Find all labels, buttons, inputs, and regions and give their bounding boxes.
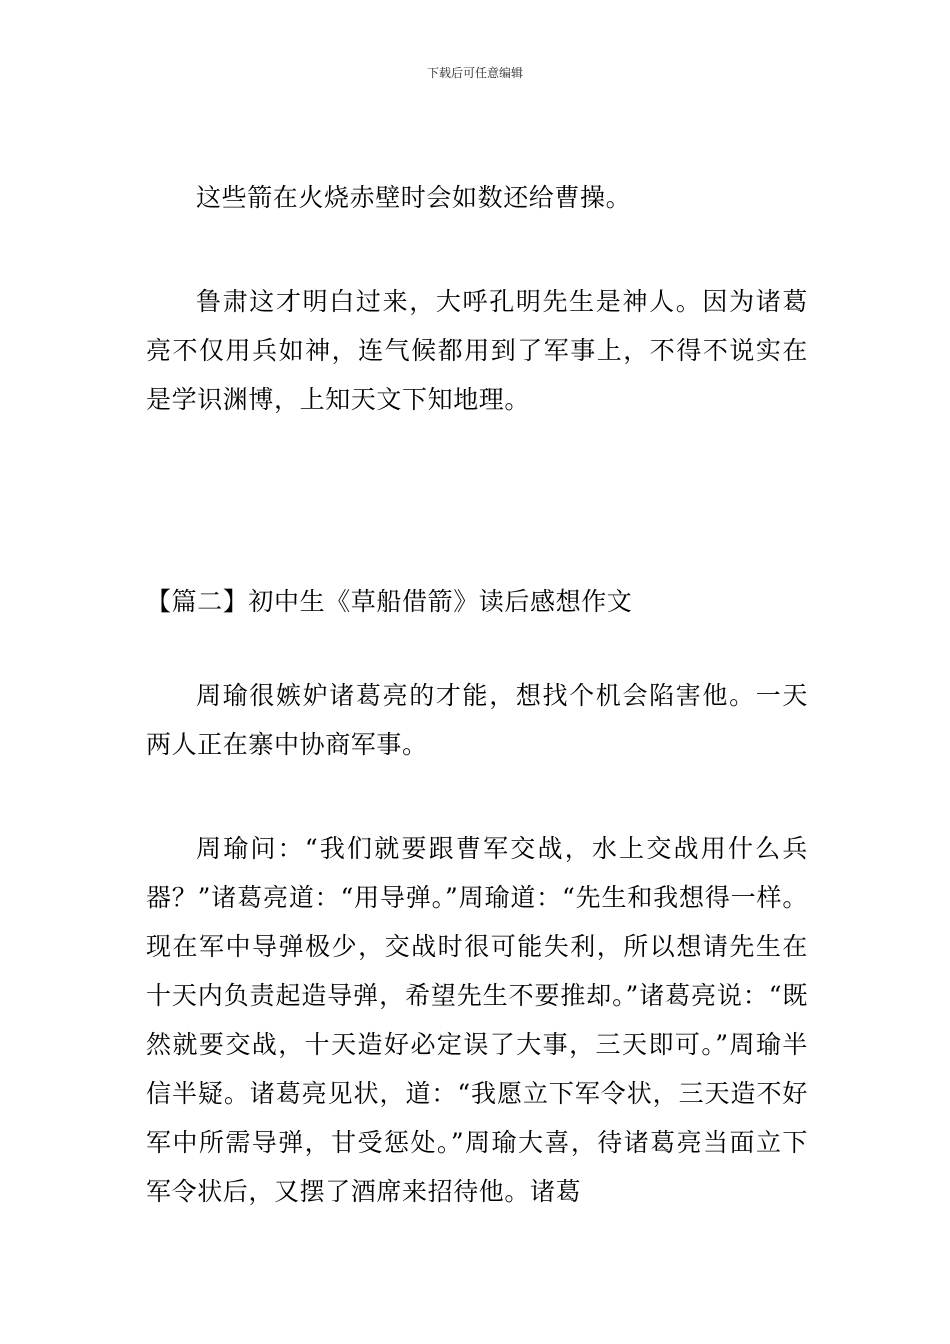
paragraph-weapon-discussion: 周瑜问：“我们就要跟曹军交战，水上交战用什么兵器？”诸葛亮道：“用导弹。”周瑜道：“先生和我想得一样。现在军中导弹极少，交战时很可能失利，所以想请先生在十天内负责起造导弹，希望先生不要推却。”诸葛亮说：“既然就要交战，十天造好必定误了大事，三天即可。”周瑜半信半疑。诸葛亮见状，道：“我愿立下军令状，三天造不好军中所需导弹，甘受惩处。”周瑜大喜，待诸葛亮当面立下军令状后，又摆了酒席来招待他。诸葛 — [146, 834, 808, 1206]
paragraph-gap — [146, 769, 808, 824]
page-header: 下载后可任意编辑 — [426, 66, 523, 80]
paragraph-gap — [146, 626, 808, 671]
document-body — [146, 173, 808, 1216]
section-title: 【篇二】初中生《草船借箭》读后感想作文 — [146, 587, 633, 616]
paragraph-lusu-understands: 鲁肃这才明白过来，大呼孔明先生是神人。因为诸葛亮不仅用兵如神，连气候都用到了军事上，不得不说实在是学识渊博，上知天文下知地理。 — [146, 287, 808, 414]
section-gap — [146, 424, 808, 577]
paragraph-zhouyu-jealous: 周瑜很嫉妒诸葛亮的才能，想找个机会陷害他。一天两人正在寨中协商军事。 — [146, 681, 808, 759]
paragraph-arrows-returned: 这些箭在火烧赤壁时会如数还给曹操。 — [196, 183, 632, 212]
paragraph-gap — [146, 222, 808, 277]
